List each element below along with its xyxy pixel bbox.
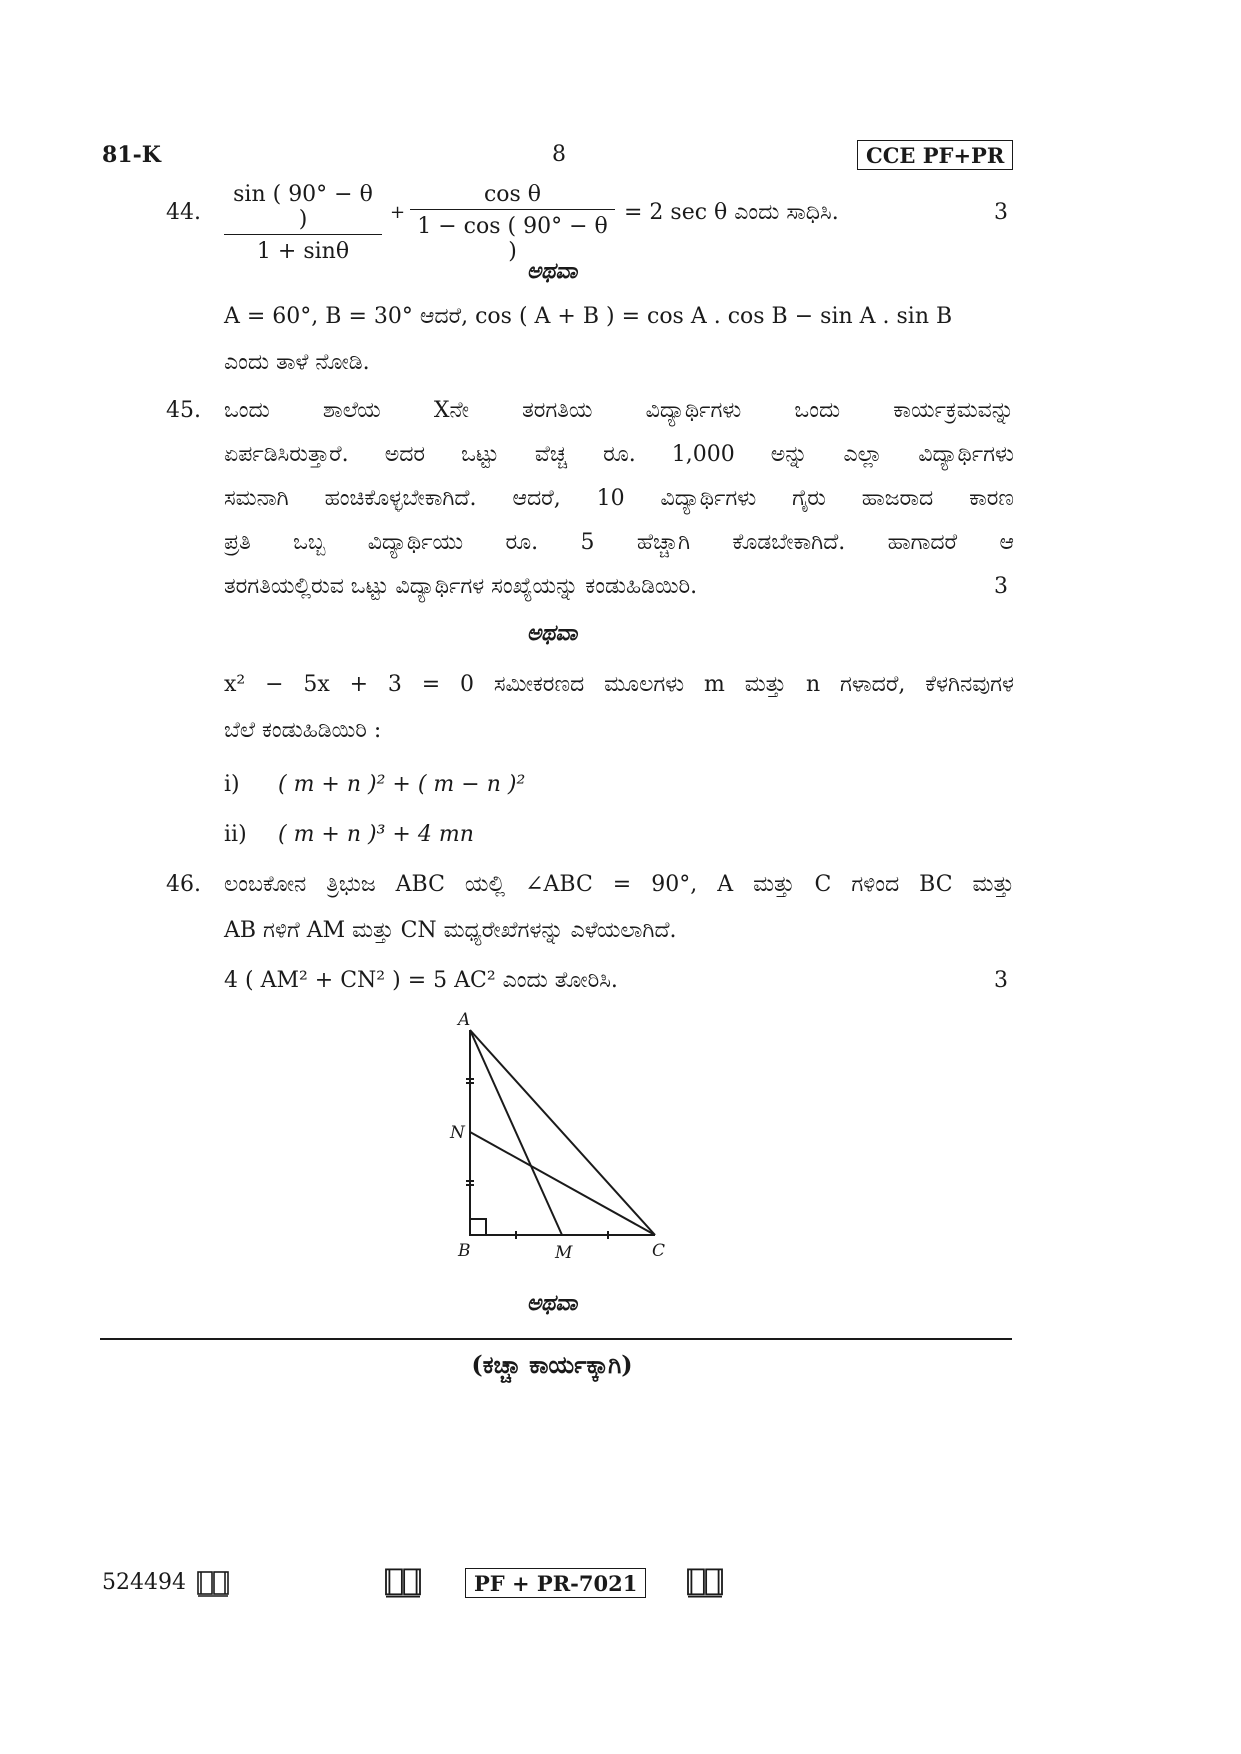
q45-alt-line2: ಬೆಲೆ ಕಂಡುಹಿಡಿಯಿರಿ : [224,718,382,743]
divider-line [100,1338,1012,1340]
median-cn [470,1132,655,1235]
median-am [470,1030,562,1235]
q46-number: 46. [166,872,201,897]
q44-frac2-numerator: cos θ [483,182,542,207]
q46-line-2: AB ಗಳಿಗೆ AM ಮತ್ತು CN ಮಧ್ಯರೇಖೆಗಳನ್ನು ಎಳೆಯಲಾಗಿದೆ. [224,918,677,943]
q44-or-label: ಅಥವಾ [526,258,578,284]
q45-or-label: ಅಥವಾ [526,620,578,646]
q44-fraction-2 [410,182,615,264]
q44-frac2-denominator: 1 − cos ( 90° − θ ) [410,209,615,264]
q44-plus: + [390,202,406,223]
q45-line-1: ಒಂದು ಶಾಲೆಯ Xನೇ ತರಗತಿಯ ವಿದ್ಯಾರ್ಥಿಗಳು ಒಂದು ಕಾರ್ಯಕ್ರಮವನ್ನು [224,398,1014,423]
q44-fraction-1 [224,182,382,264]
triangle-figure [430,1000,680,1265]
q45-line-2: ಏರ್ಪಡಿಸಿರುತ್ತಾರೆ. ಅದರ ಒಟ್ಟು ವೆಚ್ಚ ರೂ. 1,000 ಅನ್ನು ಎಲ್ಲಾ ವಿದ್ಯಾರ್ಥಿಗಳು [224,442,1014,467]
footer-paper-code: PF + PR-7021 [465,1568,646,1598]
book-icon [684,1566,726,1600]
q44-marks: 3 [994,200,1008,225]
footer-code: 524494 [102,1570,186,1595]
q44-frac1-numerator: sin ( 90° − θ ) [233,182,373,232]
q45-sub-i: ( m + n )² + ( m − n )² [278,772,526,797]
q45-line-3: ಸಮನಾಗಿ ಹಂಚಿಕೊಳ್ಳಬೇಕಾಗಿದೆ. ಆದರೆ, 10 ವಿದ್ಯಾರ್ಥಿಗಳು ಗೈರು ಹಾಜರಾದ ಕಾರಣ [224,486,1014,511]
q45-alt-line1: x² − 5x + 3 = 0 ಸಮೀಕರಣದ ಮೂಲಗಳು m ಮತ್ತು n ಗಳಾದರೆ, ಕೆಳಗಿನವುಗಳ [224,672,1014,697]
q44-alt-line1: A = 60°, B = 30° ಆದರೆ, cos ( A + B ) = cos A . cos B − sin A . sin B [224,304,953,329]
page-number: 8 [552,142,566,167]
right-angle-mark [470,1219,486,1235]
q46-marks: 3 [994,968,1008,993]
paper-code: 81-K [102,142,161,168]
label-n: N [450,1123,465,1143]
q45-sub-ii-label: ii) [224,822,247,847]
q45-number: 45. [166,398,201,423]
q44-frac1-denominator: 1 + sinθ [224,234,382,264]
q45-line-5: ತರಗತಿಯಲ್ಲಿರುವ ಒಟ್ಟು ವಿದ್ಯಾರ್ಥಿಗಳ ಸಂಖ್ಯೆಯನ್ನು ಕಂಡುಹಿಡಿಯಿರಿ. [224,574,698,599]
rough-work-label: (ಕಚ್ಚಾ ಕಾರ್ಯಕ್ಕಾಗಿ) [471,1350,633,1379]
q45-marks: 3 [994,574,1008,599]
series-box: CCE PF+PR [857,140,1013,170]
label-c: C [652,1241,666,1261]
book-icon [196,1569,230,1599]
q45-sub-ii: ( m + n )³ + 4 mn [278,822,474,847]
label-b: B [458,1241,471,1261]
label-a: A [458,1010,471,1030]
q45-line-4: ಪ್ರತಿ ಒಬ್ಬ ವಿದ್ಯಾರ್ಥಿಯು ರೂ. 5 ಹೆಚ್ಚಾಗಿ ಕೊಡಬೇಕಾಗಿದೆ. ಹಾಗಾದರೆ ಆ [224,530,1014,555]
q46-line-1: ಲಂಬಕೋನ ತ್ರಿಭುಜ ABC ಯಲ್ಲಿ ∠ABC = 90°, A ಮತ್ತು C ಗಳಿಂದ BC ಮತ್ತು [224,872,1014,897]
q46-line-3: 4 ( AM² + CN² ) = 5 AC² ಎಂದು ತೋರಿಸಿ. [224,968,618,993]
side-ac [470,1030,655,1235]
q45-sub-i-label: i) [224,772,240,797]
q44-number: 44. [166,200,201,225]
q44-rhs: = 2 sec θ ಎಂದು ಸಾಧಿಸಿ. [624,200,839,225]
q46-or-label: ಅಥವಾ [526,1290,578,1316]
book-icon [382,1566,424,1600]
label-m: M [555,1243,573,1263]
q44-alt-line2: ಎಂದು ತಾಳೆ ನೋಡಿ. [224,350,370,375]
